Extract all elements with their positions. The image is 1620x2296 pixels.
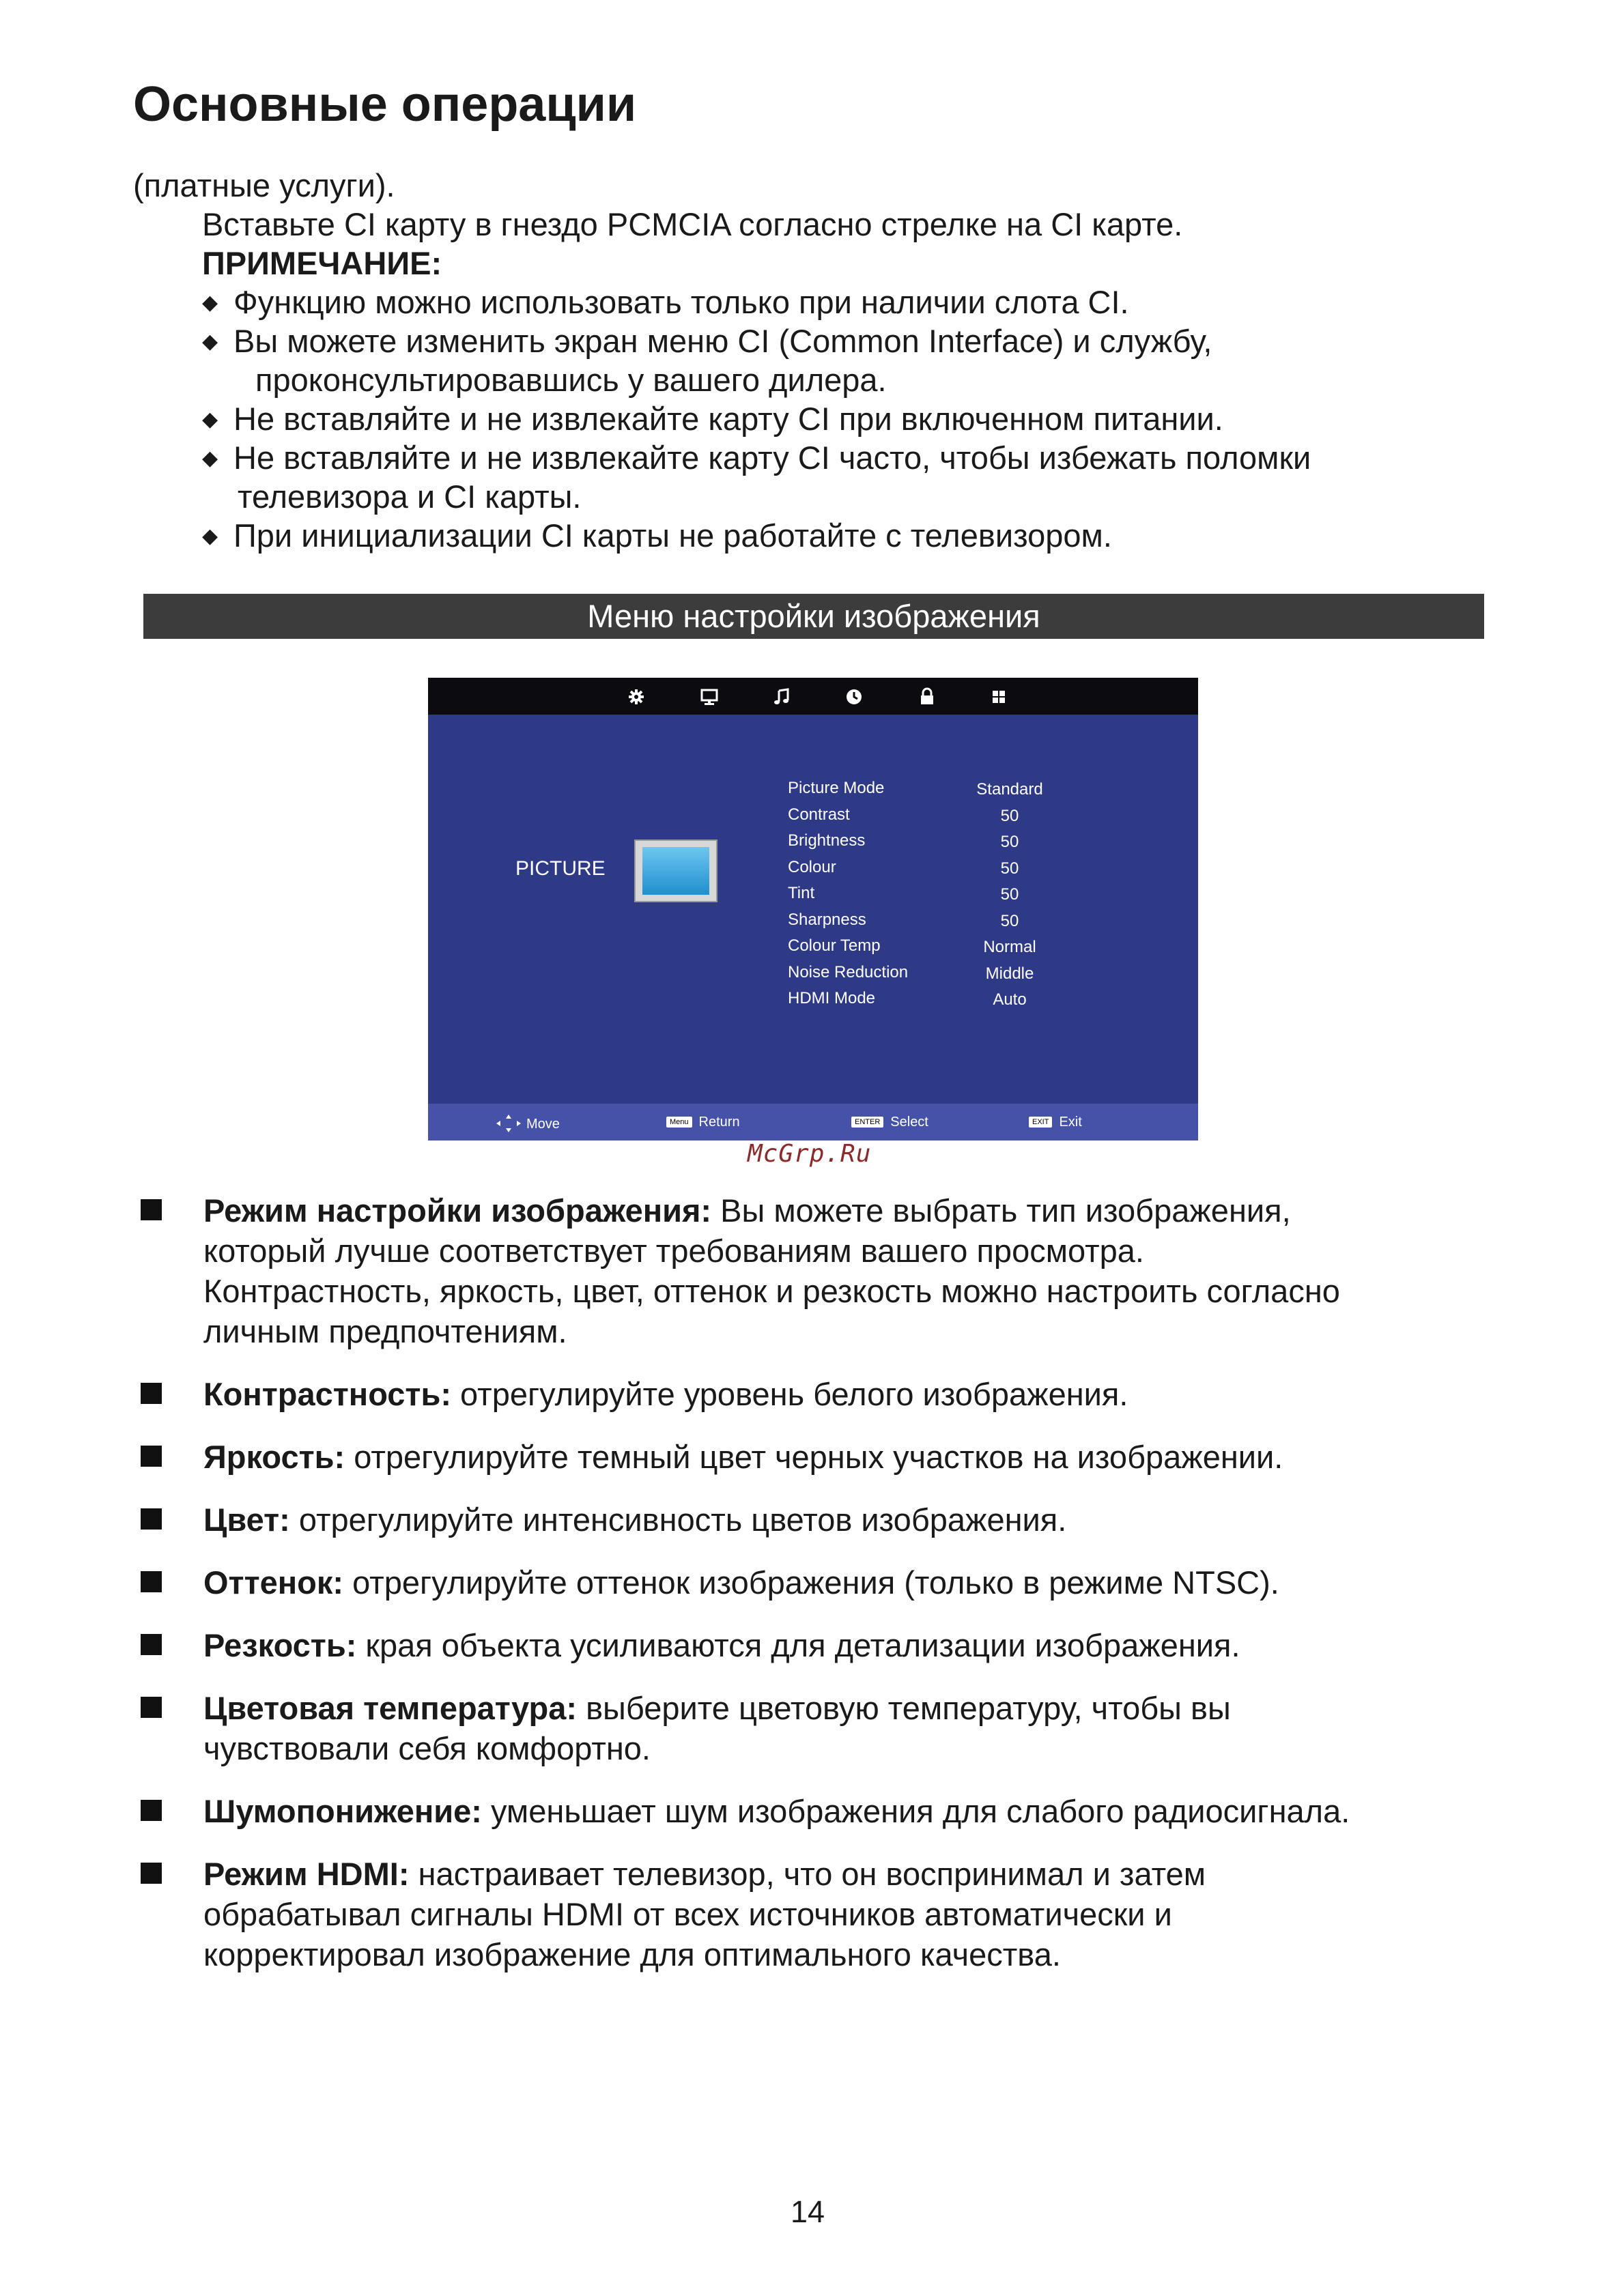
- bullet-item: Резкость: края объекта усиливаются для детализации изображения.: [203, 1627, 1240, 1663]
- note-item-continued: проконсультировавшись у вашего дилера.: [255, 362, 887, 398]
- bullet-item: Шумопонижение: уменьшает шум изображения для слабого радиосигнала.: [203, 1793, 1350, 1829]
- menu-icon-bar: [428, 678, 1198, 715]
- square-bullet-icon: [141, 1800, 162, 1821]
- diamond-bullet-icon: ◆: [202, 408, 218, 431]
- menu-options-list: [788, 778, 1095, 1015]
- watermark: McGrp.Ru: [748, 1140, 872, 1168]
- square-bullet-icon: [141, 1571, 162, 1592]
- diamond-bullet-icon: ◆: [202, 447, 218, 470]
- note-heading: ПРИМЕЧАНИЕ:: [202, 245, 442, 281]
- square-bullet-icon: [141, 1508, 162, 1530]
- bullet-item-continued: обрабатывал сигналы HDMI от всех источников автоматически и: [203, 1896, 1172, 1932]
- tv-picture-menu: [428, 678, 1198, 1140]
- hint-exit: EXIT Exit: [1029, 1113, 1082, 1131]
- menu-option-noise-reduction[interactable]: Noise Reduction Middle: [788, 962, 1034, 983]
- bullet-item: Режим настройки изображения: Вы можете выбрать тип изображения,: [203, 1192, 1291, 1229]
- menu-option-sharpness[interactable]: Sharpness 50: [788, 910, 1019, 930]
- bullet-item: Яркость: отрегулируйте темный цвет черных участков на изображении.: [203, 1439, 1283, 1475]
- square-bullet-icon: [141, 1383, 162, 1404]
- square-bullet-icon: [141, 1634, 162, 1655]
- diamond-bullet-icon: ◆: [202, 291, 218, 314]
- menu-option-hdmi-mode[interactable]: HDMI Mode Auto: [788, 989, 1027, 1009]
- menu-option-tint[interactable]: Tint 50: [788, 884, 1019, 904]
- monitor-icon: [699, 687, 720, 707]
- note-item: ◆ Функцию можно использовать только при наличии слота CI.: [202, 283, 1129, 322]
- menu-option-picture-mode[interactable]: Picture Mode Standard: [788, 779, 1043, 799]
- menu-key-icon: Menu: [666, 1117, 692, 1128]
- menu-option-contrast[interactable]: Contrast 50: [788, 805, 1019, 825]
- square-bullet-icon: [141, 1446, 162, 1467]
- bullet-item-continued: корректировал изображение для оптимального качества.: [203, 1936, 1061, 1972]
- music-note-icon: [771, 687, 792, 707]
- intro-line: Вставьте CI карту в гнездо PCMCIA согласно стрелке на CI карте.: [202, 206, 1183, 242]
- picture-thumbnail-icon: [634, 840, 717, 902]
- bullet-item: Режим HDMI: настраивает телевизор, что он воспринимал и затем: [203, 1856, 1206, 1892]
- bullet-item: Оттенок: отрегулируйте оттенок изображения (только в режиме NTSC).: [203, 1564, 1279, 1601]
- bullet-item-continued: личным предпочтениям.: [203, 1313, 567, 1349]
- square-bullet-icon: [141, 1863, 162, 1884]
- exit-key-icon: EXIT: [1029, 1117, 1052, 1128]
- square-bullet-icon: [141, 1697, 162, 1718]
- menu-option-colour[interactable]: Colour 50: [788, 857, 1019, 878]
- bullet-item: Цвет: отрегулируйте интенсивность цветов изображения.: [203, 1502, 1067, 1538]
- page-number: 14: [791, 2194, 825, 2229]
- bullet-item-continued: Контрастность, яркость, цвет, оттенок и резкость можно настроить согласно: [203, 1273, 1340, 1309]
- note-item: ◆ Вы можете изменить экран меню CI (Common Interface) и службу,: [202, 321, 1212, 361]
- lock-icon: [917, 687, 937, 707]
- diamond-bullet-icon: ◆: [202, 330, 218, 353]
- enter-key-icon: ENTER: [851, 1117, 883, 1128]
- section-header: Меню настройки изображения: [143, 594, 1484, 639]
- note-item-continued: телевизора и CI карты.: [238, 478, 582, 515]
- arrows-icon: [495, 1113, 522, 1134]
- diamond-bullet-icon: ◆: [202, 525, 218, 547]
- settings-icon: [626, 687, 646, 707]
- bullet-item: Цветовая температура: выберите цветовую температуру, чтобы вы: [203, 1690, 1231, 1726]
- bullet-item-continued: чувствовали себя комфортно.: [203, 1730, 651, 1766]
- hint-return: Menu Return: [666, 1113, 740, 1131]
- clock-icon: [844, 687, 864, 707]
- note-item: ◆ При инициализации CI карты не работайте с телевизором.: [202, 516, 1112, 556]
- intro-line: (платные услуги).: [133, 167, 395, 203]
- menu-option-colour-temp[interactable]: Colour Temp Normal: [788, 936, 1036, 956]
- note-item: ◆ Не вставляйте и не извлекайте карту CI часто, чтобы избежать поломки: [202, 438, 1311, 478]
- page-title: Основные операции: [133, 77, 637, 132]
- menu-section-label: PICTURE: [515, 857, 606, 880]
- bullet-item: Контрастность: отрегулируйте уровень белого изображения.: [203, 1376, 1128, 1412]
- note-item: ◆ Не вставляйте и не извлекайте карту CI при включенном питании.: [202, 399, 1223, 439]
- hint-select: ENTER Select: [851, 1113, 928, 1131]
- grid-icon: [989, 687, 1009, 707]
- hint-move: Move: [495, 1113, 560, 1134]
- square-bullet-icon: [141, 1199, 162, 1220]
- menu-hint-bar: [428, 1104, 1198, 1140]
- menu-option-brightness[interactable]: Brightness 50: [788, 831, 1019, 851]
- bullet-item-continued: который лучше соответствует требованиям вашего просмотра.: [203, 1233, 1144, 1269]
